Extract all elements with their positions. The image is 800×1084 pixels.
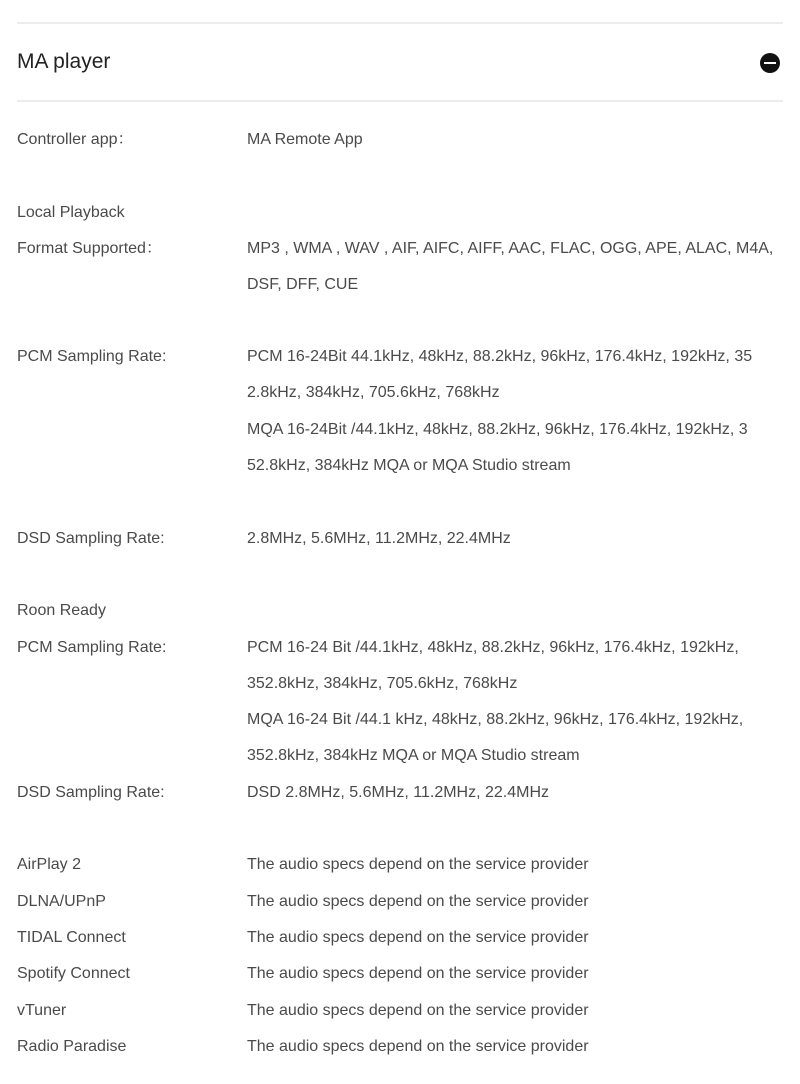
service-value: The audio specs depend on the service provider xyxy=(247,965,589,982)
spec-value: PCM 16-24Bit 44.1kHz, 48kHz, 88.2kHz, 96kHz, 176.4kHz, 192kHz, 35 xyxy=(247,348,753,365)
service-value: The audio specs depend on the service provider xyxy=(247,929,589,946)
divider-top xyxy=(17,22,783,24)
service-label: Radio Paradise xyxy=(17,1038,127,1055)
service-value: The audio specs depend on the service provider xyxy=(247,856,589,873)
spec-value: MQA 16-24Bit /44.1kHz, 48kHz, 88.2kHz, 96kHz, 176.4kHz, 192kHz, 3 xyxy=(247,421,748,438)
service-value: The audio specs depend on the service provider xyxy=(247,1002,589,1019)
service-label: vTuner xyxy=(17,1002,67,1019)
service-label: Spotify Connect xyxy=(17,965,130,982)
service-value: The audio specs depend on the service provider xyxy=(247,1038,589,1055)
service-value: The audio specs depend on the service provider xyxy=(247,893,589,910)
spec-value: MA Remote App xyxy=(247,131,363,148)
spec-value: 352.8kHz, 384kHz MQA or MQA Studio stream xyxy=(247,747,580,764)
spec-label: PCM Sampling Rate: xyxy=(17,639,167,656)
spec-value: PCM 16-24 Bit /44.1kHz, 48kHz, 88.2kHz, 96kHz, 176.4kHz, 192kHz, xyxy=(247,639,739,656)
group-heading-roon-ready: Roon Ready xyxy=(17,602,106,619)
collapse-minus-icon[interactable] xyxy=(760,53,780,73)
service-label: TIDAL Connect xyxy=(17,929,126,946)
divider-header xyxy=(17,100,783,102)
spec-label: PCM Sampling Rate: xyxy=(17,348,167,365)
spec-value: DSF, DFF, CUE xyxy=(247,276,359,293)
section-title: MA player xyxy=(17,50,111,73)
spec-label: DSD Sampling Rate: xyxy=(17,530,165,547)
spec-value: DSD 2.8MHz, 5.6MHz, 11.2MHz, 22.4MHz xyxy=(247,784,550,801)
service-label: DLNA/UPnP xyxy=(17,893,106,910)
spec-value: 2.8kHz, 384kHz, 705.6kHz, 768kHz xyxy=(247,384,500,401)
spec-value: 352.8kHz, 384kHz, 705.6kHz, 768kHz xyxy=(247,675,518,692)
spec-value: 2.8MHz, 5.6MHz, 11.2MHz, 22.4MHz xyxy=(247,530,511,547)
spec-label: DSD Sampling Rate: xyxy=(17,784,165,801)
spec-label: Format Supported： xyxy=(17,240,162,257)
spec-value: MP3 , WMA , WAV , AIF, AIFC, AIFF, AAC, FLAC, OGG, APE, ALAC, M4A, xyxy=(247,240,774,257)
spec-label: Controller app： xyxy=(17,131,134,148)
spec-value: MQA 16-24 Bit /44.1 kHz, 48kHz, 88.2kHz, 96kHz, 176.4kHz, 192kHz, xyxy=(247,711,744,728)
service-label: AirPlay 2 xyxy=(17,856,82,873)
spec-value: 52.8kHz, 384kHz MQA or MQA Studio stream xyxy=(247,457,571,474)
group-heading-local-playback: Local Playback xyxy=(17,204,125,221)
